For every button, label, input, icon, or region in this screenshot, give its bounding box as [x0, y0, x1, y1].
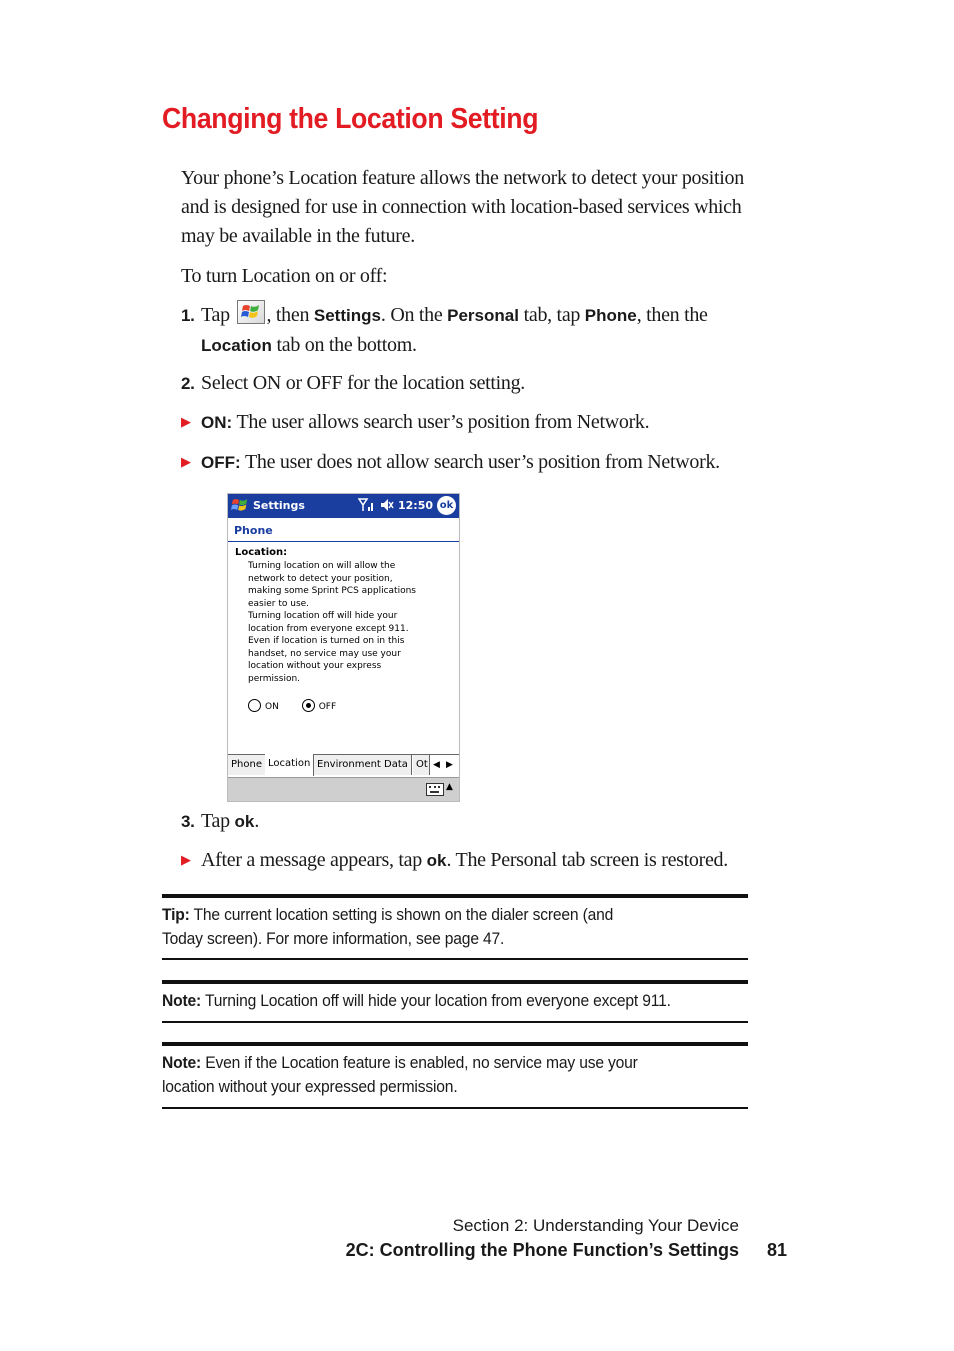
step-2	[181, 369, 525, 398]
bold-term: ON:	[201, 413, 233, 432]
tip-bottom-rule	[162, 958, 748, 960]
bullet-text: The user does not allow search user’s position from Network.	[245, 451, 720, 473]
bullet-arrow-icon: ▶	[181, 853, 191, 868]
bullet-arrow-icon: ▶	[181, 455, 191, 470]
tab-bar	[228, 754, 459, 777]
bold-term: Location	[201, 336, 272, 355]
step-number: 2.	[181, 374, 195, 393]
page-number: 81	[767, 1240, 788, 1260]
bullet-text: . The Personal tab screen is restored.	[446, 849, 728, 871]
description-line: Turning location on will allow the	[248, 561, 396, 571]
windows-start-icon	[237, 300, 265, 324]
bold-term: OFF:	[201, 453, 241, 472]
note2-top-rule	[162, 1042, 748, 1046]
location-label: Location:	[235, 547, 288, 558]
intro-paragraph	[181, 164, 756, 251]
bold-term: ok	[234, 812, 255, 831]
tab-location[interactable]: Location	[265, 754, 314, 776]
ok-button[interactable]: ok	[437, 496, 456, 515]
intro-line: Your phone’s Location feature allows the network to detect your position	[181, 167, 744, 189]
volume-muted-icon[interactable]	[380, 498, 394, 515]
footer-chapter: 2C: Controlling the Phone Function’s Settings	[345, 1240, 739, 1260]
bullet-on	[181, 408, 649, 439]
step-text: tab, tap	[523, 304, 581, 326]
description-line: Turning location off will hide your	[248, 611, 398, 621]
menu-bar	[228, 777, 459, 802]
bullet-text: After a message appears, tap	[201, 849, 422, 871]
tab-data[interactable]: Data	[381, 755, 412, 775]
bullet-text: The user allows search user’s position from Network.	[236, 411, 650, 433]
description-line: permission.	[248, 673, 301, 684]
step-text: .	[254, 810, 260, 832]
tab-right-arrow-icon[interactable]: ▶	[446, 760, 453, 770]
tip-box	[162, 903, 748, 950]
app-title: Settings	[253, 499, 305, 512]
note-box-2	[162, 1051, 748, 1098]
note1-top-rule	[162, 980, 748, 984]
note-box-1	[162, 989, 748, 1013]
radio-off-label[interactable]: OFF	[318, 702, 337, 712]
divider	[228, 541, 459, 542]
tab-left-arrow-icon[interactable]: ◀	[433, 760, 440, 770]
tab-environment[interactable]: Environment	[314, 755, 385, 775]
note-label: Note:	[162, 991, 202, 1010]
step-text: . On the	[380, 304, 443, 326]
intro-line: and is designed for use in connection with location-based services which	[181, 196, 742, 218]
bold-term: Personal	[447, 306, 519, 325]
note1-bottom-rule	[162, 1021, 748, 1023]
description-line: network to detect your position,	[248, 573, 393, 584]
clock[interactable]: 12:50	[398, 499, 434, 512]
signal-icon	[358, 498, 376, 515]
input-selector-arrow-icon[interactable]: ▲	[446, 782, 453, 792]
note2-bottom-rule	[162, 1107, 748, 1109]
location-radio-group	[248, 699, 336, 712]
radio-on-label[interactable]: ON	[265, 702, 279, 712]
bullet-arrow-icon: ▶	[181, 415, 191, 430]
tip-text: The current location setting is shown on the dialer screen (and	[193, 905, 614, 924]
description-line: making some Sprint PCS applications	[248, 586, 416, 596]
bullet-off	[181, 448, 720, 479]
step-number: 1.	[181, 306, 195, 325]
bullet-message	[181, 846, 728, 877]
step-1	[181, 300, 781, 360]
note-text: Even if the Location feature is enabled, no service may use your	[205, 1053, 638, 1072]
tip-label: Tip:	[162, 905, 190, 924]
radio-on[interactable]	[248, 699, 261, 712]
description-line: location without your express	[248, 661, 382, 671]
intro-line: may be available in the future.	[181, 225, 415, 247]
note-label: Note:	[162, 1053, 202, 1072]
step-text: tab on the bottom.	[276, 334, 417, 356]
title-bar	[228, 494, 459, 518]
page-title: Changing the Location Setting	[162, 103, 539, 135]
tab-phone[interactable]: Phone	[228, 755, 266, 775]
section-heading: Phone	[234, 524, 273, 537]
step-text: Tap	[201, 810, 230, 832]
radio-off[interactable]	[302, 699, 315, 712]
step-text: , then	[266, 304, 310, 326]
device-screenshot	[227, 493, 460, 802]
note-text: Turning Location off will hide your location from everyone except 911.	[204, 991, 671, 1010]
tab-other[interactable]: Ot	[413, 755, 431, 775]
step-text: Select ON or OFF for the location setting.	[201, 372, 526, 394]
step-number: 3.	[181, 812, 195, 831]
windows-start-icon[interactable]	[231, 497, 249, 516]
location-description	[248, 560, 453, 685]
tip-top-rule	[162, 894, 748, 898]
footer-section: Section 2: Understanding Your Device	[452, 1216, 739, 1235]
description-line: handset, no service may use your	[248, 648, 401, 659]
bold-term: Phone	[584, 306, 637, 325]
lead-text: To turn Location on or off:	[181, 265, 388, 287]
keyboard-icon[interactable]	[426, 783, 444, 796]
step-text: , then the	[636, 304, 708, 326]
tip-text: Today screen). For more information, see page 47.	[162, 928, 505, 948]
bold-term: ok	[426, 851, 447, 870]
tab-scroll	[429, 755, 459, 775]
description-line: easier to use.	[248, 598, 310, 609]
step-3	[181, 807, 259, 836]
note-text: location without your expressed permission.	[162, 1076, 458, 1096]
step-text: Tap	[201, 304, 230, 326]
bold-term: Settings	[313, 306, 381, 325]
description-line: location from everyone except 911.	[248, 623, 409, 634]
description-line: Even if location is turned on in this	[248, 636, 405, 646]
